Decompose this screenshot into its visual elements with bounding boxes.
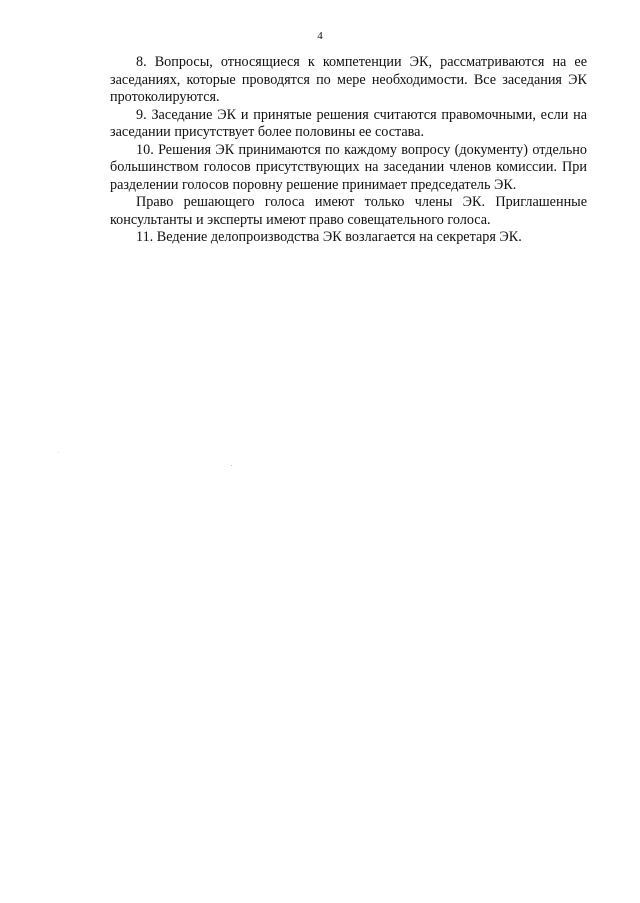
paragraph-item-11: 11. Ведение делопроизводства ЭК возлагается на секретаря ЭК.: [136, 229, 522, 245]
document-body: [110, 54, 587, 247]
paragraph-item-9: 9. Заседание ЭК и принятые решения считаются правомочными, если на заседании присутствует более половины ее состава.: [110, 106, 587, 140]
scan-speck: [231, 465, 232, 466]
scan-speck: [58, 452, 59, 453]
paragraph-item-8: 8. Вопросы, относящиеся к компетенции ЭК, рассматриваются на ее заседаниях, которые проводятся по мере необходимости. Все заседания ЭК протоколируются.: [110, 54, 587, 105]
page-number: 4: [317, 30, 323, 42]
paragraph-item-10: 10. Решения ЭК принимаются по каждому вопросу (документу) отдельно большинством голосов присутствующих на заседании членов комиссии. При разделении голосов поровну решение принимает председатель ЭК.: [110, 141, 587, 193]
paragraph-voting-rights: Право решающего голоса имеют только члены ЭК. Приглашенные консультанты и эксперты имеют право совещательного голоса.: [110, 194, 587, 228]
